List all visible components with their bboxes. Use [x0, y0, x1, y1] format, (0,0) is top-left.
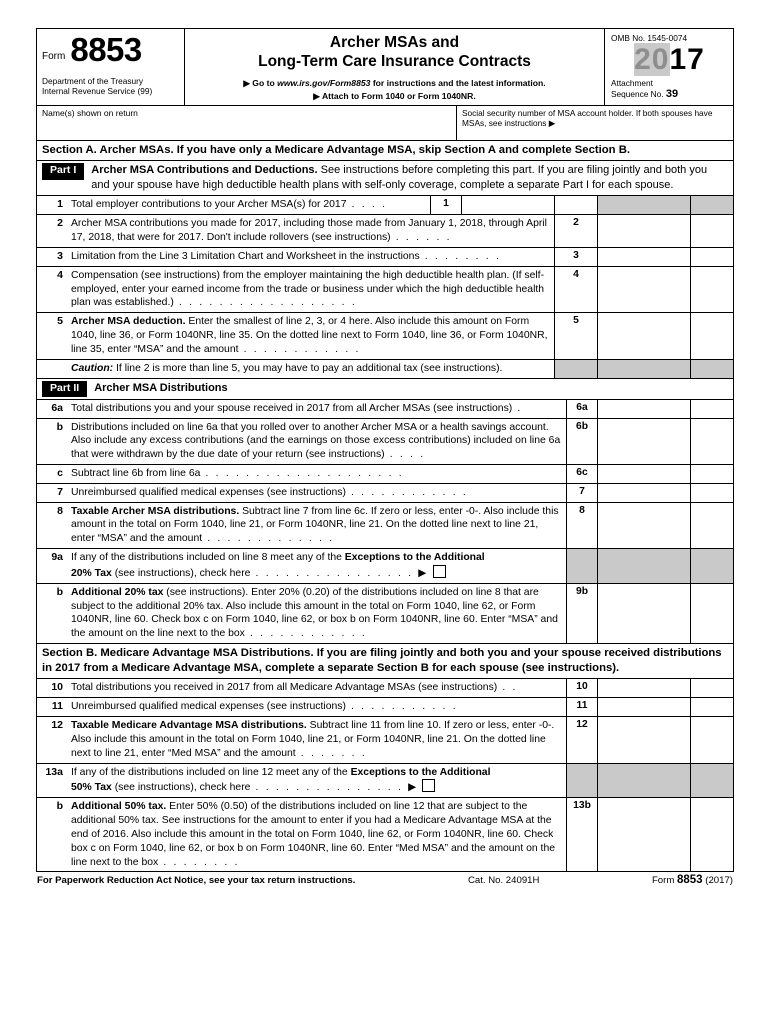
line-row-caution: [37, 359, 733, 378]
attachment-label: Attachment: [611, 78, 653, 88]
footer-form-year: (2017): [702, 875, 733, 887]
line-13a-desc: If any of the distributions included on line 12 meet any of the: [71, 766, 351, 778]
line-12-text: [67, 717, 567, 763]
line-5-number: 5: [37, 313, 67, 359]
line-9a-desc-bold: Exceptions to the Additional: [344, 552, 485, 564]
line-3-text: [67, 247, 555, 266]
line-1-number: 1: [37, 196, 67, 214]
line-6b-dots: . . . .: [384, 449, 426, 461]
line-1-cents[interactable]: [555, 196, 598, 214]
line-6c-desc: Subtract line 6b from line 6a: [71, 468, 201, 479]
line-13b-desc: Enter 50% (0.50) of the distributions included on line 12 that are subject to the additional 50% tax. See instructions for the amount to enter if you had a Medicare Advantage MSA at the end of 2016. Also include this amount in the total on Form 1040, line 62, or Form 1040NR, line 60. Check box c on Form 1040, line 62, or box b on Form 1040NR, line 60. Enter “Med MSA” and the amount on the line next to the box: [71, 801, 556, 868]
line-13a-shaded-label: [567, 763, 598, 798]
attachment-block: [611, 78, 728, 102]
line-9b-cents[interactable]: [691, 583, 734, 643]
form-number: 8853: [70, 31, 142, 68]
sequence-row: [611, 88, 728, 102]
line-11-text: [67, 698, 567, 717]
line-1-dots: . . . .: [346, 199, 388, 211]
line-12-amount[interactable]: [598, 717, 691, 763]
line-row-6b: [37, 418, 733, 464]
line-8-text: [67, 502, 567, 548]
line-1-label: 1: [431, 196, 462, 214]
line-row-10: [37, 679, 733, 697]
line-4-desc: Compensation (see instructions) from the employer maintaining the high deductible health plan. (If self-employed, enter your earned income from the trade or business under which the high deductible health plan was established.): [71, 269, 545, 309]
caution-number: [37, 359, 67, 378]
line-row-8: [37, 502, 733, 548]
tax-year-prefix: 20: [634, 43, 670, 76]
ssn-field[interactable]: [457, 106, 733, 140]
line-10-dots: . .: [497, 682, 518, 694]
part-2-tag: Part II: [42, 381, 87, 397]
attach-note: ▶ Attach to Form 1040 or Form 1040NR.: [313, 90, 476, 101]
line-13a-desc-bold: Exceptions to the Additional: [350, 766, 491, 778]
line-row-7: [37, 483, 733, 502]
catalog-number: Cat. No. 24091H: [467, 875, 540, 887]
header-title-block: [185, 29, 605, 105]
sequence-label: Sequence No.: [611, 89, 664, 100]
line-2-cents[interactable]: [691, 215, 734, 248]
line-10-amount[interactable]: [598, 679, 691, 697]
line-2-amount[interactable]: [598, 215, 691, 248]
line-9a-dots: . . . . . . . . . . . . . . . . ▶: [250, 567, 429, 579]
line-6c-amount[interactable]: [598, 465, 691, 484]
line-6c-cents[interactable]: [691, 465, 734, 484]
part-2-title: Archer MSA Distributions: [94, 381, 228, 394]
line-4-amount[interactable]: [598, 266, 691, 312]
line-9a-text: [67, 549, 567, 584]
line-6b-cents[interactable]: [691, 418, 734, 464]
line-13a-shaded-cents: [691, 763, 734, 798]
line-9a-shaded-cents: [691, 549, 734, 584]
line-5-label: 5: [555, 313, 598, 359]
form-header: [37, 29, 733, 106]
line-6c-dots: . . . . . . . . . . . . . . . . . . . .: [200, 468, 404, 479]
tax-year-suffix: 17: [669, 43, 705, 76]
caution-desc: If line 2 is more than line 5, you may have to pay an additional tax (see instructions).: [113, 362, 503, 374]
goto-url[interactable]: www.irs.gov/Form8853: [277, 77, 371, 88]
form-title-line-2: Long-Term Care Insurance Contracts: [258, 53, 531, 71]
line-13a-dots: . . . . . . . . . . . . . . . ▶: [250, 782, 419, 794]
line-8-amount[interactable]: [598, 502, 691, 548]
line-10-text: [67, 679, 567, 697]
department-line-2: Internal Revenue Service (99): [42, 86, 153, 97]
line-10-label: 10: [567, 679, 598, 697]
part-1-title-rest: See instructions before completing this part. If you are filing jointly and both you and your spouse have high deductible health plans with self-only coverage, complete a separate Part I for each spouse.: [91, 164, 708, 191]
line-9b-number: b: [37, 583, 67, 643]
line-13b-desc-bold: Additional 50% tax.: [71, 801, 167, 813]
line-13a-text: [67, 763, 567, 798]
line-3-dots: . . . . . . . .: [419, 250, 502, 262]
line-11-cents[interactable]: [691, 698, 734, 717]
line-9b-dots: . . . . . . . . . . . .: [244, 628, 367, 640]
line-6c-label: 6c: [567, 465, 598, 484]
line-13a-number: 13a: [37, 763, 67, 798]
line-11-number: 11: [37, 698, 67, 717]
line-3-cents[interactable]: [691, 247, 734, 266]
line-row-1: [37, 196, 733, 214]
name-label: Name(s) shown on return: [42, 107, 138, 118]
line-9a-number: 9a: [37, 549, 67, 584]
line-13b-dots: . . . . . . . .: [158, 856, 240, 868]
line-row-13a: [37, 763, 733, 798]
line-3-label: 3: [555, 247, 598, 266]
line-5-dots: . . . . . . . . . . . .: [238, 343, 361, 355]
tax-year: [611, 45, 728, 75]
line-9b-desc: (see instructions). Enter 20% (0.20) of the distributions included on line 8 that are subject to the additional 20% tax. Also include this amount in the total on Form 1040, line 62, or Form 1040NR, line 60. Check box c on Form 1040, line 62, or box b on Form 1040NR, line 60. Enter “MSA” and the amount on the line next to the box: [71, 586, 558, 640]
line-7-number: 7: [37, 483, 67, 502]
line-9b-text: [67, 583, 567, 643]
line-5-desc: Enter the smallest of line 2, 3, or 4 here. Also include this amount on Form 1040, line 36, or Form 1040NR, line 35. On the dotted line next to Form 1040, line 36, or Form 1040NR, line 35, enter “MSA” and the amount: [71, 316, 548, 355]
line-6b-desc: Distributions included on line 6a that you rolled over to another Archer MSA or a health savings account. Also include any excess contributions (and the earnings on those excess contributions) included on line 6a that were withdrawn by the due date of your return (see instructions): [71, 421, 561, 461]
part-1-lines: [37, 196, 733, 378]
line-6b-text: [67, 418, 567, 464]
caution-text: [67, 359, 555, 378]
section-b-rest: If you are filing jointly and both you and your spouse received distributions in 2017 from a Medicare Advantage MSA, complete a separate Section B for each spouse (see instructions).: [42, 647, 722, 674]
line-9a-desc-line2: (see instructions), check here: [111, 567, 251, 579]
line-row-12: [37, 717, 733, 763]
line-7-cents[interactable]: [691, 483, 734, 502]
part-1-title: [91, 163, 728, 192]
line-8-desc-bold: Taxable Archer MSA distributions.: [71, 505, 240, 517]
caution-shaded-label: [555, 359, 598, 378]
line-2-desc: Archer MSA contributions you made for 2017, including those made from January 1, 2018, through April 17, 2018, that were for 2017. Don't include rollovers (see instructions): [71, 218, 547, 244]
line-1-desc: Total employer contributions to your Archer MSA(s) for 2017: [71, 199, 347, 211]
line-13a-checkbox[interactable]: [422, 779, 435, 792]
caution-shaded-amount: [598, 359, 691, 378]
line-10-desc: Total distributions you received in 2017 from all Medicare Advantage MSAs (see instructions): [71, 682, 498, 694]
ssn-label: Social security number of MSA account holder. If both spouses have MSAs, see instructions ▶: [462, 107, 713, 129]
line-7-label: 7: [567, 483, 598, 502]
line-4-dots: . . . . . . . . . . . . . . . . . .: [173, 297, 357, 309]
line-5-amount[interactable]: [598, 313, 691, 359]
line-8-label: 8: [567, 502, 598, 548]
form-8853: [36, 28, 734, 872]
line-12-number: 12: [37, 717, 67, 763]
line-9a-shaded-amount: [598, 549, 691, 584]
line-4-number: 4: [37, 266, 67, 312]
goto-prefix: ▶ Go to: [243, 77, 278, 88]
line-8-number: 8: [37, 502, 67, 548]
line-13b-label: 13b: [567, 798, 598, 872]
line-6a-label: 6a: [567, 400, 598, 418]
department-block: [42, 76, 179, 96]
line-13b-text: [67, 798, 567, 872]
goto-instructions: [189, 78, 600, 89]
goto-suffix: for instructions and the latest information.: [370, 77, 546, 88]
line-13b-number: b: [56, 800, 63, 813]
section-b-lines: [37, 679, 733, 871]
line-3-desc: Limitation from the Line 3 Limitation Chart and Worksheet in the instructions: [71, 250, 420, 262]
line-13b-amount[interactable]: [598, 798, 691, 872]
line-5-desc-bold: Archer MSA deduction.: [71, 316, 186, 328]
line-row-11: [37, 698, 733, 717]
line-12-cents[interactable]: [691, 717, 734, 763]
line-1-shaded: [598, 196, 691, 214]
line-6a-dots: .: [512, 402, 523, 414]
line-row-6c: [37, 465, 733, 484]
line-8-cents[interactable]: [691, 502, 734, 548]
department-line-1: Department of the Treasury: [42, 76, 143, 86]
paperwork-notice: For Paperwork Reduction Act Notice, see your tax return instructions.: [37, 875, 356, 887]
caution-shaded-cents: [691, 359, 734, 378]
line-10-number: 10: [37, 679, 67, 697]
line-6c-text: [67, 465, 567, 484]
line-3-number: 3: [37, 247, 67, 266]
line-3-amount[interactable]: [598, 247, 691, 266]
line-12-desc: Subtract line 11 from line 10. If zero or less, enter -0-. Also include this amount in the total on Form 1040, line 21, or Form 1040NR, line 21. On the dotted line next to line 21, enter “Med MSA” and the amount: [71, 720, 555, 759]
line-13b-cents[interactable]: [691, 798, 734, 872]
line-row-2: [37, 215, 733, 248]
name-field[interactable]: [37, 106, 457, 140]
sequence-number: 39: [665, 88, 679, 101]
line-6a-amount[interactable]: [598, 400, 691, 418]
line-5-cents[interactable]: [691, 313, 734, 359]
omb-number: OMB No. 1545-0074: [611, 33, 688, 43]
part-2-header: [37, 379, 733, 400]
line-row-4: [37, 266, 733, 312]
line-7-amount[interactable]: [598, 483, 691, 502]
line-12-label: 12: [567, 717, 598, 763]
line-9b-label: 9b: [567, 583, 598, 643]
line-9a-shaded-label: [567, 549, 598, 584]
form-label: Form: [42, 51, 66, 62]
line-6a-desc: Total distributions you and your spouse received in 2017 from all Archer MSAs (see instructions): [71, 402, 513, 414]
form-footer: [36, 874, 734, 886]
part-1-title-bold: Archer MSA Contributions and Deductions.: [91, 164, 318, 177]
header-right: [605, 29, 733, 105]
line-9b-amount[interactable]: [598, 583, 691, 643]
section-b-bar: [37, 644, 733, 679]
line-9a-checkbox[interactable]: [433, 565, 446, 578]
line-row-9b: [37, 583, 733, 643]
line-6a-text: [67, 400, 567, 418]
line-row-9a: [37, 549, 733, 584]
line-row-6a: [37, 400, 733, 418]
part-1-header: [37, 161, 733, 196]
line-row-13b: [37, 798, 733, 872]
line-11-label: 11: [567, 698, 598, 717]
line-6b-label: 6b: [567, 418, 598, 464]
line-13a-desc-line2-bold: 50% Tax: [71, 782, 112, 794]
line-6a-number: 6a: [37, 400, 67, 418]
line-9b-desc-bold: Additional 20% tax: [71, 586, 164, 598]
line-7-dots: . . . . . . . . . . . .: [345, 486, 468, 498]
footer-form-prefix: Form: [651, 875, 677, 887]
line-4-label: 4: [555, 266, 598, 312]
line-6b-amount[interactable]: [598, 418, 691, 464]
line-11-desc: Unreimbursed qualified medical expenses (see instructions): [71, 701, 346, 713]
line-12-dots: . . . . . . .: [295, 747, 367, 759]
line-13a-shaded-amount: [598, 763, 691, 798]
line-11-amount[interactable]: [598, 698, 691, 717]
line-2-text: [67, 215, 555, 248]
line-1-shaded-cents: [691, 196, 734, 214]
line-9a-desc: If any of the distributions included on line 8 meet any of the: [71, 552, 345, 564]
part-1-tag: Part I: [42, 163, 84, 179]
section-b-bold: Section B. Medicare Advantage MSA Distributions.: [42, 647, 314, 660]
line-6a-cents[interactable]: [691, 400, 734, 418]
line-6b-number: b: [37, 418, 67, 464]
section-a-bar: Section A. Archer MSAs. If you have only a Medicare Advantage MSA, skip Section A and complete Section B.: [37, 141, 733, 162]
line-1-amount[interactable]: [462, 196, 555, 214]
part-2-lines: [37, 400, 733, 644]
line-6c-number: c: [37, 465, 67, 484]
footer-form-number: 8853: [677, 874, 703, 887]
footer-form-id: [652, 874, 733, 886]
line-2-dots: . . . . . .: [390, 232, 452, 244]
line-1-text: [67, 196, 431, 214]
line-11-dots: . . . . . . . . . . .: [345, 701, 458, 713]
line-row-3: [37, 247, 733, 266]
line-8-dots: . . . . . . . . . . . . .: [202, 533, 335, 545]
header-left: [37, 29, 185, 105]
name-ssn-row: [37, 106, 733, 141]
line-row-5: [37, 313, 733, 359]
line-13a-desc-line2: (see instructions), check here: [111, 782, 251, 794]
line-9a-desc-line2-bold: 20% Tax: [71, 567, 112, 579]
line-8-desc: Subtract line 7 from line 6c. If zero or less, enter -0-. Also include this amount in the total on Form 1040, line 21, or Form 1040NR, line 21. On the dotted line next to line 21, enter “MSA” and the amount: [71, 505, 559, 545]
line-7-text: [67, 483, 567, 502]
line-10-cents[interactable]: [691, 679, 734, 697]
line-2-number: 2: [37, 215, 67, 248]
line-7-desc: Unreimbursed qualified medical expenses (see instructions): [71, 486, 346, 498]
line-4-cents[interactable]: [691, 266, 734, 312]
caution-label: Caution:: [71, 362, 114, 374]
line-2-label: 2: [555, 215, 598, 248]
line-5-text: [67, 313, 555, 359]
form-title-line-1: Archer MSAs and: [329, 34, 460, 51]
line-4-text: [67, 266, 555, 312]
line-12-desc-bold: Taxable Medicare Advantage MSA distributions.: [71, 720, 307, 732]
